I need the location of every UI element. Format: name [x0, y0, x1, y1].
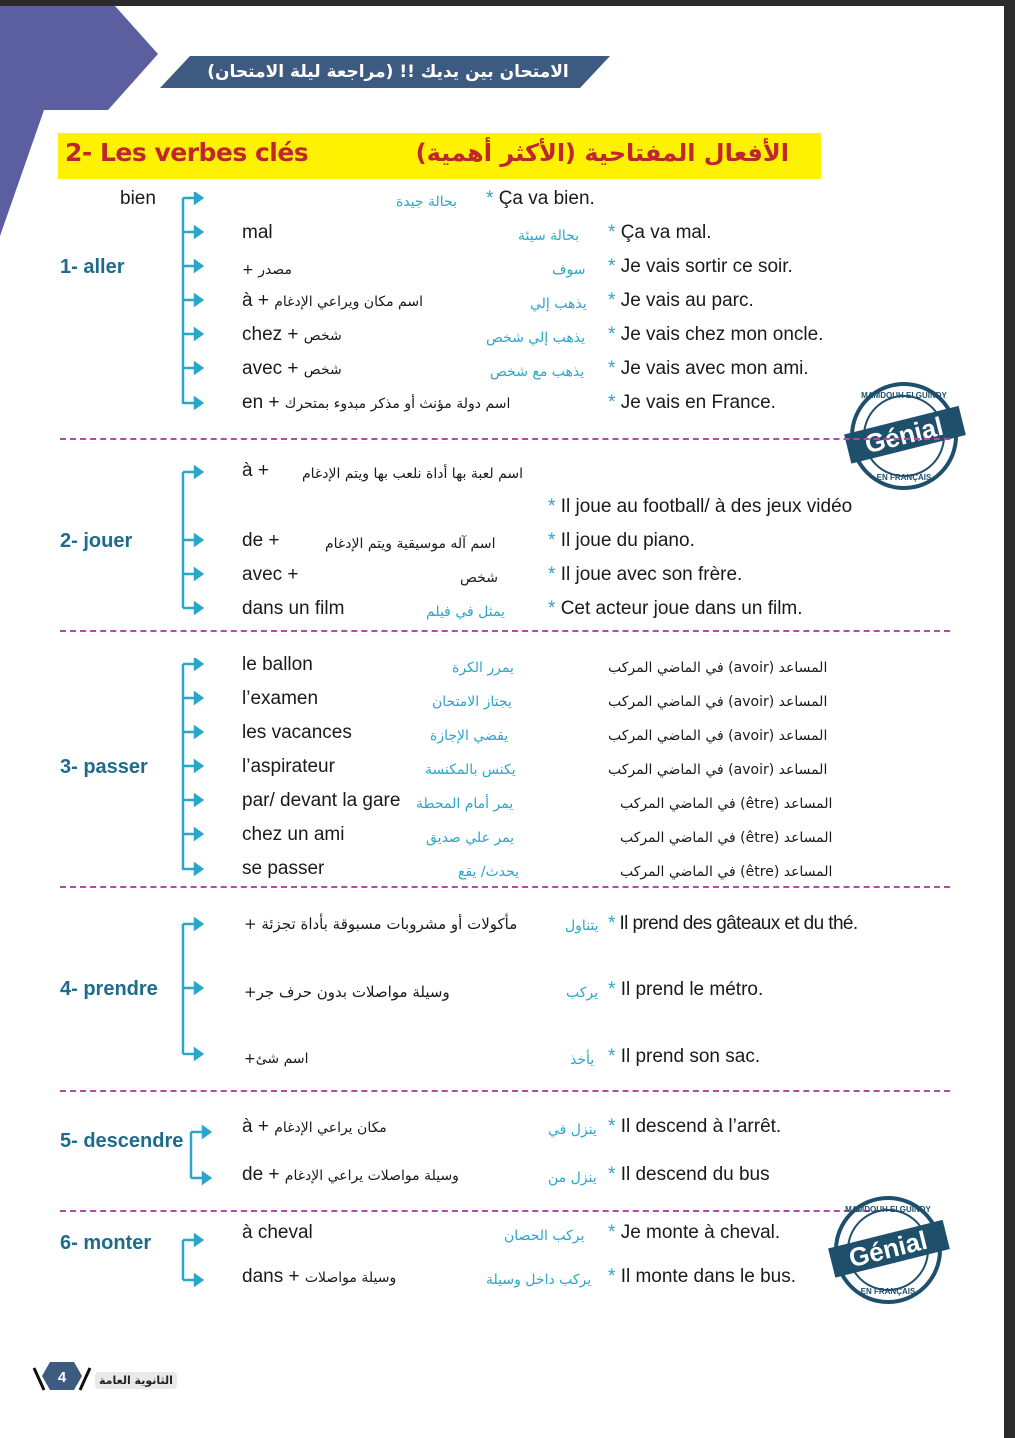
example-sentence: * Il prend des gâteaux et du thé.: [608, 913, 858, 934]
ar-rule: شخص: [460, 570, 498, 586]
ar-meaning: يقضي الإجازة: [430, 728, 509, 744]
svg-text:MAMDOUH EI GUINDY: MAMDOUH EI GUINDY: [861, 391, 947, 400]
section-divider: [60, 630, 950, 632]
ar-meaning: يكنس بالمكنسة: [425, 762, 516, 778]
page-number-badge: [32, 1358, 92, 1394]
ar-meaning: سوف: [552, 262, 586, 278]
example-sentence: * Il descend du bus: [608, 1164, 770, 1185]
ar-meaning: يركب: [566, 985, 599, 1001]
auxiliary-note: المساعد (être) في الماضي المركب: [620, 830, 833, 846]
ar-meaning: يتناول: [565, 918, 599, 934]
construction-de: de + وسيلة مواصلات يراعي الإدغام: [242, 1164, 459, 1185]
example-sentence: * Il joue du piano.: [548, 530, 695, 551]
ar-meaning: يذهب مع شخص: [490, 364, 585, 380]
footer-label: الثانوية العامة: [95, 1372, 177, 1389]
auxiliary-note: المساعد (avoir) في الماضي المركب: [608, 660, 828, 676]
bracket-arrows-passer: [178, 658, 208, 882]
example-sentence: * Il joue avec son frère.: [548, 564, 743, 585]
genial-stamp-logo: [832, 378, 982, 496]
verb-label-prendre: 4- prendre: [60, 978, 158, 1000]
auxiliary-note: المساعد (avoir) في الماضي المركب: [608, 762, 828, 778]
section-divider: [60, 886, 950, 888]
section-divider: [60, 1090, 950, 1092]
construction: le ballon: [242, 654, 313, 675]
verb-label-passer: 3- passer: [60, 756, 148, 778]
construction-a: à + مكان يراعي الإدغام: [242, 1116, 387, 1137]
ar-meaning: بحالة جيدة: [396, 194, 457, 210]
construction-de: de +: [242, 530, 280, 551]
ar-meaning: يمثل في فيلم: [426, 604, 505, 620]
example-sentence: * Il prend son sac.: [608, 1046, 761, 1067]
construction: l’aspirateur: [242, 756, 335, 777]
verb-label-monter: 6- monter: [60, 1232, 152, 1254]
construction: chez un ami: [242, 824, 345, 845]
header-banner-text: الامتحان بين يديك !! (مراجعة ليلة الامتحان) 2023: [207, 62, 569, 110]
ar-meaning: يأخذ: [570, 1052, 595, 1068]
verb-label-jouer: 2- jouer: [60, 530, 133, 552]
verb-label-aller: 1- aller: [60, 256, 125, 278]
example-sentence: * Je vais en France.: [608, 392, 776, 413]
construction-a: à +: [242, 460, 269, 481]
example-sentence: * Ça va mal.: [608, 222, 712, 243]
svg-text:MAMDOUH EI GUINDY: MAMDOUH EI GUINDY: [845, 1205, 931, 1214]
ar-meaning: يركب داخل وسيلة: [486, 1272, 592, 1288]
construction: les vacances: [242, 722, 352, 743]
example-sentence: * Cet acteur joue dans un film.: [548, 598, 803, 619]
example-sentence: * Je monte à cheval.: [608, 1222, 781, 1243]
ar-meaning: يمر علي صديق: [426, 830, 515, 846]
ar-meaning: يمر أمام المحطة: [416, 796, 514, 812]
ar-meaning: يحدث/ يقع: [458, 864, 520, 880]
section-divider: [60, 438, 950, 440]
construction-dans: dans + وسيلة مواصلات: [242, 1266, 397, 1287]
ar-rule: اسم لعبة بها أداة نلعب بها ويتم الإدغام: [302, 466, 524, 482]
auxiliary-note: المساعد (avoir) في الماضي المركب: [608, 728, 828, 744]
bracket-arrows-jouer: [178, 464, 208, 620]
construction: l’examen: [242, 688, 319, 709]
example-sentence: * Il joue au football/ à des jeux vidéo: [548, 496, 853, 517]
auxiliary-note: المساعد (avoir) في الماضي المركب: [608, 694, 828, 710]
construction-mal: mal: [242, 222, 273, 243]
example-sentence: * Je vais chez mon oncle.: [608, 324, 824, 345]
example-sentence: * Il monte dans le bus.: [608, 1266, 797, 1287]
bracket-arrows-aller: [178, 192, 208, 416]
auxiliary-note: المساعد (être) في الماضي المركب: [620, 864, 833, 880]
ar-rule: مأكولات أو مشروبات مسبوقة بأداة تجزئة +: [244, 915, 518, 933]
example-sentence: * Je vais au parc.: [608, 290, 754, 311]
construction-avec: avec +: [242, 564, 299, 585]
auxiliary-note: المساعد (être) في الماضي المركب: [620, 796, 833, 812]
ar-rule: اسم آله موسيقية ويتم الإدغام: [325, 536, 496, 552]
ar-meaning: يذهب إلي شخص: [486, 330, 586, 346]
title-french: 2- Les verbes clés: [65, 138, 309, 167]
construction-en: en + اسم دولة مؤنث أو مذكر مبدوء بمتحرك: [242, 392, 511, 413]
ar-meaning: ينزل في: [548, 1122, 597, 1138]
viewer-scrollbar[interactable]: [1004, 0, 1015, 1438]
ar-meaning: ينزل من: [548, 1170, 597, 1186]
bracket-arrows-monter: [178, 1228, 208, 1292]
ar-rule: مصدر +: [242, 262, 292, 278]
construction-dans-un-film: dans un film: [242, 598, 345, 619]
genial-stamp-logo: [816, 1192, 966, 1310]
ar-rule: اسم شئ+: [244, 1051, 309, 1067]
example-sentence: * Je vais sortir ce soir.: [608, 256, 793, 277]
svg-text:Génial: Génial: [861, 410, 947, 460]
example-sentence: * Il prend le métro.: [608, 979, 764, 1000]
construction-avec: avec + شخص: [242, 358, 342, 379]
ar-meaning: يمرر الكرة: [452, 660, 514, 676]
bracket-arrows-prendre: [178, 916, 208, 1066]
construction-a: à + اسم مكان ويراعي الإدغام: [242, 290, 423, 311]
ar-meaning: بحالة سيئة: [518, 228, 580, 244]
svg-text:4: 4: [57, 1369, 67, 1386]
construction-bien: bien: [120, 188, 156, 209]
construction-chez: chez + شخص: [242, 324, 342, 345]
document-page: [0, 6, 1004, 1438]
construction-a-cheval: à cheval: [242, 1222, 313, 1243]
construction: se passer: [242, 858, 325, 879]
example-sentence: * Ça va bien.: [486, 188, 595, 209]
ar-meaning: يذهب إلي: [530, 296, 587, 312]
ar-meaning: يركب الحصان: [504, 1228, 585, 1244]
svg-text:EN FRANÇAIS: EN FRANÇAIS: [876, 473, 932, 482]
construction: par/ devant la gare: [242, 790, 401, 811]
verb-label-descendre: 5- descendre: [60, 1130, 184, 1152]
ar-meaning: يجتاز الامتحان: [432, 694, 512, 710]
svg-text:Génial: Génial: [845, 1224, 931, 1274]
example-sentence: * Il descend à l’arrêt.: [608, 1116, 782, 1137]
bracket-arrows-descendre: [186, 1122, 216, 1186]
ar-rule: وسيلة مواصلات بدون حرف جر+: [244, 983, 450, 1001]
title-arabic: الأفعال المفتاحية (الأكثر أهمية): [415, 139, 789, 167]
svg-text:EN FRANÇAIS: EN FRANÇAIS: [860, 1287, 916, 1296]
side-decoration: [0, 6, 160, 246]
section-divider: [60, 1210, 880, 1212]
example-sentence: * Je vais avec mon ami.: [608, 358, 809, 379]
